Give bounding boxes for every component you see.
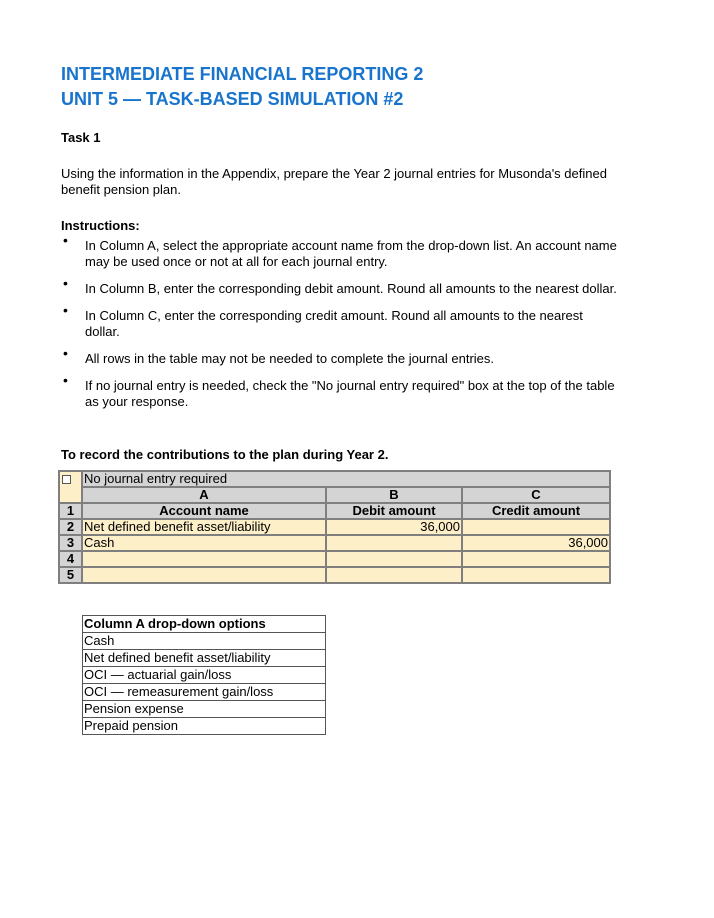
instructions-list xyxy=(61,232,621,421)
page-subtitle: UNIT 5 — TASK-BASED SIMULATION #2 xyxy=(61,89,404,109)
table-row xyxy=(59,551,610,567)
debit-input[interactable] xyxy=(326,567,462,583)
column-letter-a: A xyxy=(82,487,326,503)
header-account-name: Account name xyxy=(82,503,326,519)
header-credit-amount: Credit amount xyxy=(462,503,610,519)
task-label: Task 1 xyxy=(61,130,101,145)
account-select[interactable]: Cash xyxy=(82,535,326,551)
instruction-item: • All rows in the table may not be needed to complete the journal entries. xyxy=(63,345,495,366)
dropdown-option: Cash xyxy=(83,633,326,650)
instruction-item: • In Column A, select the appropriate account name from the drop-down list. An account name may be used once or not at all for each journal entry. xyxy=(63,232,617,269)
credit-input[interactable] xyxy=(462,567,610,583)
bullet-icon: • xyxy=(63,345,68,361)
credit-input[interactable]: 36,000 xyxy=(462,535,610,551)
account-select[interactable] xyxy=(82,551,326,567)
header-debit-amount: Debit amount xyxy=(326,503,462,519)
table-row xyxy=(59,567,610,583)
instruction-item: • In Column C, enter the corresponding credit amount. Round all amounts to the nearest dollar. xyxy=(63,302,583,339)
bullet-icon: • xyxy=(63,232,68,248)
dropdown-options-heading: Column A drop-down options xyxy=(83,616,326,633)
bullet-icon: • xyxy=(63,372,68,388)
dropdown-option: Net defined benefit asset/liability xyxy=(83,650,326,667)
bullet-icon: • xyxy=(63,302,68,318)
task-intro: Using the information in the Appendix, prepare the Year 2 journal entries for Musonda's defined benefit pension plan. xyxy=(61,166,607,197)
column-letter-b: B xyxy=(326,487,462,503)
table-row xyxy=(59,519,610,535)
row-number: 5 xyxy=(59,567,82,583)
account-select[interactable] xyxy=(82,567,326,583)
dropdown-option: OCI — actuarial gain/loss xyxy=(83,667,326,684)
journal-caption: To record the contributions to the plan during Year 2. xyxy=(61,447,389,462)
dropdown-option: Pension expense xyxy=(83,701,326,718)
debit-input[interactable]: 36,000 xyxy=(326,519,462,535)
dropdown-option: OCI — remeasurement gain/loss xyxy=(83,684,326,701)
row-number: 3 xyxy=(59,535,82,551)
table-row xyxy=(59,535,610,551)
column-letter-c: C xyxy=(462,487,610,503)
debit-input[interactable] xyxy=(326,535,462,551)
instruction-item: • If no journal entry is needed, check the "No journal entry required" box at the top of the table as your response. xyxy=(63,372,615,409)
no-entry-label: No journal entry required xyxy=(82,471,610,487)
credit-input[interactable] xyxy=(462,519,610,535)
instruction-item: • In Column B, enter the corresponding debit amount. Round all amounts to the nearest dollar. xyxy=(63,275,617,296)
page-title: INTERMEDIATE FINANCIAL REPORTING 2 xyxy=(61,64,424,84)
no-entry-row xyxy=(59,471,610,487)
row-number: 1 xyxy=(59,503,82,519)
column-letter-row xyxy=(59,487,610,503)
debit-input[interactable] xyxy=(326,551,462,567)
dropdown-options-table xyxy=(82,615,326,735)
no-entry-checkbox-cell[interactable] xyxy=(59,471,82,503)
account-select[interactable]: Net defined benefit asset/liability xyxy=(82,519,326,535)
header-row xyxy=(59,503,610,519)
credit-input[interactable] xyxy=(462,551,610,567)
no-entry-checkbox[interactable] xyxy=(62,475,71,484)
journal-entry-table xyxy=(58,470,611,584)
row-number: 2 xyxy=(59,519,82,535)
bullet-icon: • xyxy=(63,275,68,291)
dropdown-option: Prepaid pension xyxy=(83,718,326,735)
row-number: 4 xyxy=(59,551,82,567)
instructions-heading: Instructions: xyxy=(61,218,140,233)
